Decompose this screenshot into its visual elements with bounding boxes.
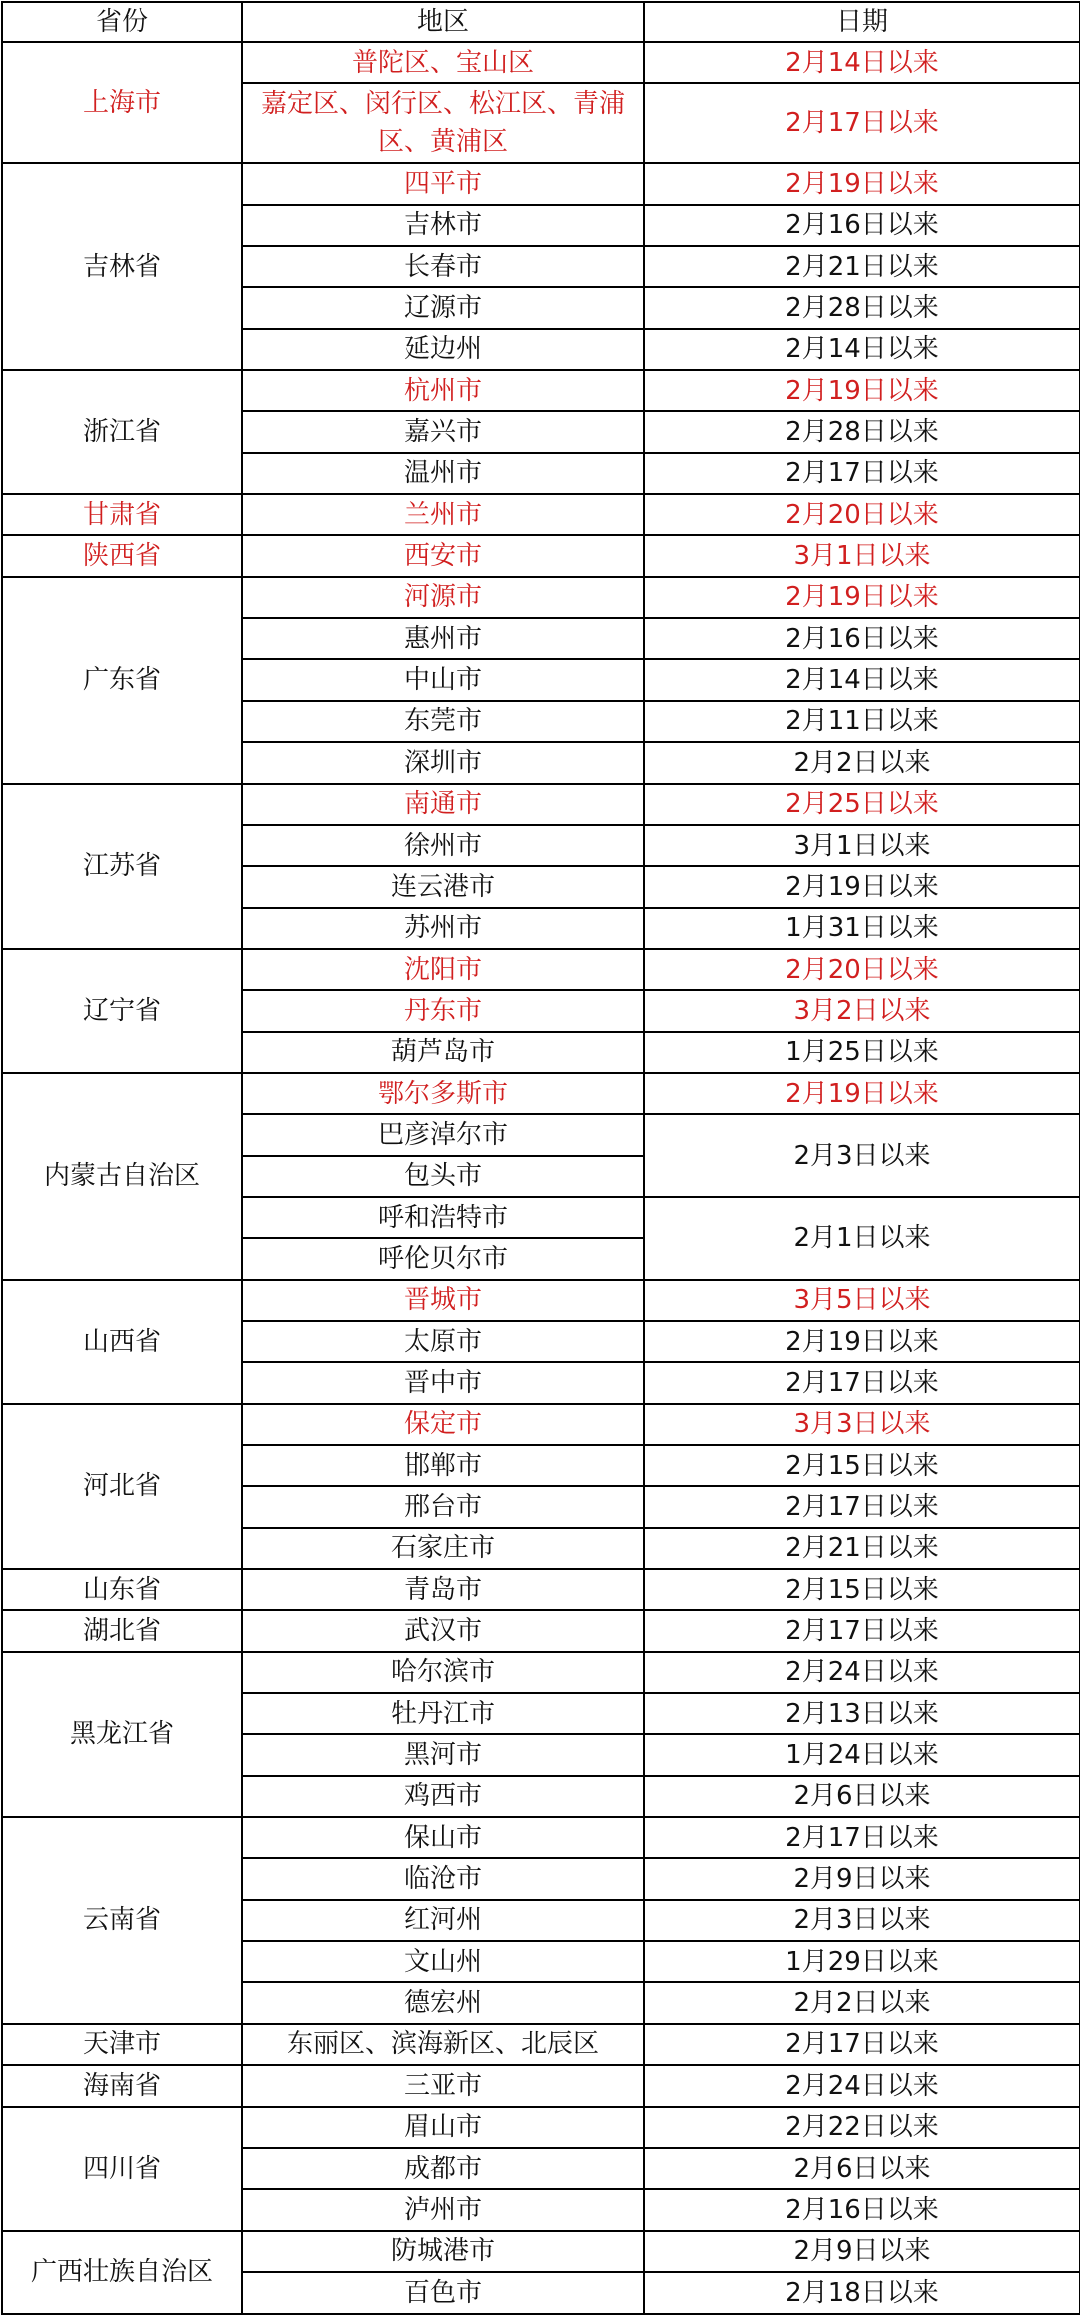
header-province: 省份	[2, 2, 242, 42]
date-cell: 2月6日以来	[644, 1776, 1080, 1817]
date-cell: 3月3日以来	[644, 1404, 1080, 1445]
date-cell: 3月5日以来	[644, 1280, 1080, 1321]
table-row	[2, 784, 1080, 825]
region-cell: 西安市	[242, 535, 644, 576]
region-cell: 丹东市	[242, 990, 644, 1031]
date-cell: 2月25日以来	[644, 784, 1080, 825]
table-header-row	[2, 2, 1080, 42]
region-cell: 普陀区、宝山区	[242, 42, 644, 83]
region-cell: 惠州市	[242, 618, 644, 659]
table-row	[2, 1652, 1080, 1693]
date-cell: 2月16日以来	[644, 2189, 1080, 2230]
region-cell: 嘉兴市	[242, 411, 644, 452]
region-cell: 连云港市	[242, 866, 644, 907]
region-cell: 百色市	[242, 2272, 644, 2314]
table-row	[2, 1280, 1080, 1321]
region-cell: 邯郸市	[242, 1445, 644, 1486]
table-row	[2, 535, 1080, 576]
table-row	[2, 2231, 1080, 2272]
date-cell: 2月13日以来	[644, 1693, 1080, 1734]
table-row	[2, 42, 1080, 83]
date-cell: 2月17日以来	[644, 1817, 1080, 1858]
date-cell: 2月14日以来	[644, 42, 1080, 83]
province-cell: 河北省	[2, 1404, 242, 1569]
region-cell: 临沧市	[242, 1858, 644, 1899]
date-cell: 2月17日以来	[644, 2024, 1080, 2065]
region-cell: 杭州市	[242, 370, 644, 411]
province-cell: 辽宁省	[2, 949, 242, 1073]
region-cell: 葫芦岛市	[242, 1032, 644, 1073]
region-cell: 长春市	[242, 246, 644, 287]
region-cell: 延边州	[242, 329, 644, 370]
date-cell: 2月2日以来	[644, 742, 1080, 783]
date-cell: 3月2日以来	[644, 990, 1080, 1031]
region-cell: 鸡西市	[242, 1776, 644, 1817]
date-cell: 2月18日以来	[644, 2272, 1080, 2314]
date-cell: 2月17日以来	[644, 453, 1080, 494]
table-row	[2, 577, 1080, 618]
date-cell: 2月21日以来	[644, 1528, 1080, 1569]
region-cell: 泸州市	[242, 2189, 644, 2230]
province-cell: 广东省	[2, 577, 242, 784]
region-cell: 苏州市	[242, 908, 644, 949]
region-cell: 沈阳市	[242, 949, 644, 990]
date-cell: 2月11日以来	[644, 701, 1080, 742]
region-cell: 呼伦贝尔市	[242, 1238, 644, 1279]
region-cell: 保山市	[242, 1817, 644, 1858]
region-cell: 防城港市	[242, 2231, 644, 2272]
region-cell: 包头市	[242, 1156, 644, 1197]
date-cell: 2月9日以来	[644, 2231, 1080, 2272]
region-cell: 晋中市	[242, 1362, 644, 1403]
date-cell: 2月16日以来	[644, 205, 1080, 246]
date-cell: 2月15日以来	[644, 1569, 1080, 1610]
region-cell: 牡丹江市	[242, 1693, 644, 1734]
date-cell: 2月22日以来	[644, 2107, 1080, 2148]
province-cell: 陕西省	[2, 535, 242, 576]
date-cell: 2月24日以来	[644, 2065, 1080, 2106]
province-cell: 四川省	[2, 2107, 242, 2231]
table-row	[2, 949, 1080, 990]
region-cell: 成都市	[242, 2148, 644, 2189]
province-cell: 黑龙江省	[2, 1652, 242, 1817]
table-row	[2, 1073, 1080, 1114]
region-cell: 文山州	[242, 1941, 644, 1982]
table-row	[2, 1610, 1080, 1651]
date-cell: 2月2日以来	[644, 1982, 1080, 2023]
province-cell: 湖北省	[2, 1610, 242, 1651]
region-cell: 黑河市	[242, 1734, 644, 1775]
province-cell: 浙江省	[2, 370, 242, 494]
date-cell: 2月14日以来	[644, 329, 1080, 370]
date-cell: 1月31日以来	[644, 908, 1080, 949]
region-cell: 深圳市	[242, 742, 644, 783]
region-cell: 四平市	[242, 163, 644, 204]
date-cell: 2月17日以来	[644, 1362, 1080, 1403]
region-cell: 保定市	[242, 1404, 644, 1445]
date-cell: 2月20日以来	[644, 949, 1080, 990]
region-cell: 兰州市	[242, 494, 644, 535]
province-cell: 甘肃省	[2, 494, 242, 535]
region-cell: 东丽区、滨海新区、北辰区	[242, 2024, 644, 2065]
region-cell: 辽源市	[242, 287, 644, 328]
date-cell: 1月29日以来	[644, 1941, 1080, 1982]
date-cell: 2月19日以来	[644, 370, 1080, 411]
table-row	[2, 2065, 1080, 2106]
region-cell: 青岛市	[242, 1569, 644, 1610]
date-cell: 2月19日以来	[644, 577, 1080, 618]
region-cell: 石家庄市	[242, 1528, 644, 1569]
region-cell: 嘉定区、闵行区、松江区、青浦区、黄浦区	[242, 83, 644, 163]
date-cell: 2月19日以来	[644, 1073, 1080, 1114]
date-cell: 2月19日以来	[644, 1321, 1080, 1362]
region-cell: 中山市	[242, 659, 644, 700]
date-cell: 2月6日以来	[644, 2148, 1080, 2189]
region-date-table	[1, 1, 1080, 2315]
table-row	[2, 1817, 1080, 1858]
region-cell: 哈尔滨市	[242, 1652, 644, 1693]
date-cell: 2月16日以来	[644, 618, 1080, 659]
region-cell: 河源市	[242, 577, 644, 618]
region-cell: 巴彦淖尔市	[242, 1114, 644, 1155]
province-cell: 上海市	[2, 42, 242, 163]
region-cell: 呼和浩特市	[242, 1197, 644, 1238]
date-cell: 2月17日以来	[644, 1486, 1080, 1527]
date-cell: 2月19日以来	[644, 866, 1080, 907]
table-body	[2, 42, 1080, 2314]
province-cell: 天津市	[2, 2024, 242, 2065]
date-cell: 2月17日以来	[644, 1610, 1080, 1651]
region-cell: 三亚市	[242, 2065, 644, 2106]
date-cell: 2月3日以来	[644, 1114, 1080, 1197]
table-row	[2, 2107, 1080, 2148]
date-cell: 3月1日以来	[644, 535, 1080, 576]
region-cell: 武汉市	[242, 1610, 644, 1651]
date-cell: 2月21日以来	[644, 246, 1080, 287]
date-cell: 1月24日以来	[644, 1734, 1080, 1775]
date-cell: 2月3日以来	[644, 1900, 1080, 1941]
region-cell: 鄂尔多斯市	[242, 1073, 644, 1114]
date-cell: 1月25日以来	[644, 1032, 1080, 1073]
region-cell: 吉林市	[242, 205, 644, 246]
date-cell: 2月20日以来	[644, 494, 1080, 535]
table-row	[2, 370, 1080, 411]
date-cell: 2月14日以来	[644, 659, 1080, 700]
province-cell: 广西壮族自治区	[2, 2231, 242, 2314]
region-cell: 太原市	[242, 1321, 644, 1362]
table-row	[2, 2024, 1080, 2065]
region-cell: 德宏州	[242, 1982, 644, 2023]
province-cell: 山西省	[2, 1280, 242, 1404]
region-cell: 红河州	[242, 1900, 644, 1941]
table-row	[2, 494, 1080, 535]
table-row	[2, 1569, 1080, 1610]
province-cell: 海南省	[2, 2065, 242, 2106]
province-cell: 内蒙古自治区	[2, 1073, 242, 1280]
date-cell: 2月28日以来	[644, 411, 1080, 452]
date-cell: 3月1日以来	[644, 825, 1080, 866]
province-cell: 江苏省	[2, 784, 242, 949]
region-cell: 南通市	[242, 784, 644, 825]
header-region: 地区	[242, 2, 644, 42]
date-cell: 2月19日以来	[644, 163, 1080, 204]
date-cell: 2月17日以来	[644, 83, 1080, 163]
date-cell: 2月28日以来	[644, 287, 1080, 328]
region-cell: 眉山市	[242, 2107, 644, 2148]
region-cell: 东莞市	[242, 701, 644, 742]
date-cell: 2月9日以来	[644, 1858, 1080, 1899]
region-cell: 徐州市	[242, 825, 644, 866]
date-cell: 2月15日以来	[644, 1445, 1080, 1486]
date-cell: 2月1日以来	[644, 1197, 1080, 1280]
province-cell: 山东省	[2, 1569, 242, 1610]
table-row	[2, 1404, 1080, 1445]
region-cell: 邢台市	[242, 1486, 644, 1527]
region-cell: 晋城市	[242, 1280, 644, 1321]
table-row	[2, 163, 1080, 204]
date-cell: 2月24日以来	[644, 1652, 1080, 1693]
province-cell: 云南省	[2, 1817, 242, 2024]
header-date: 日期	[644, 2, 1080, 42]
province-cell: 吉林省	[2, 163, 242, 370]
region-cell: 温州市	[242, 453, 644, 494]
